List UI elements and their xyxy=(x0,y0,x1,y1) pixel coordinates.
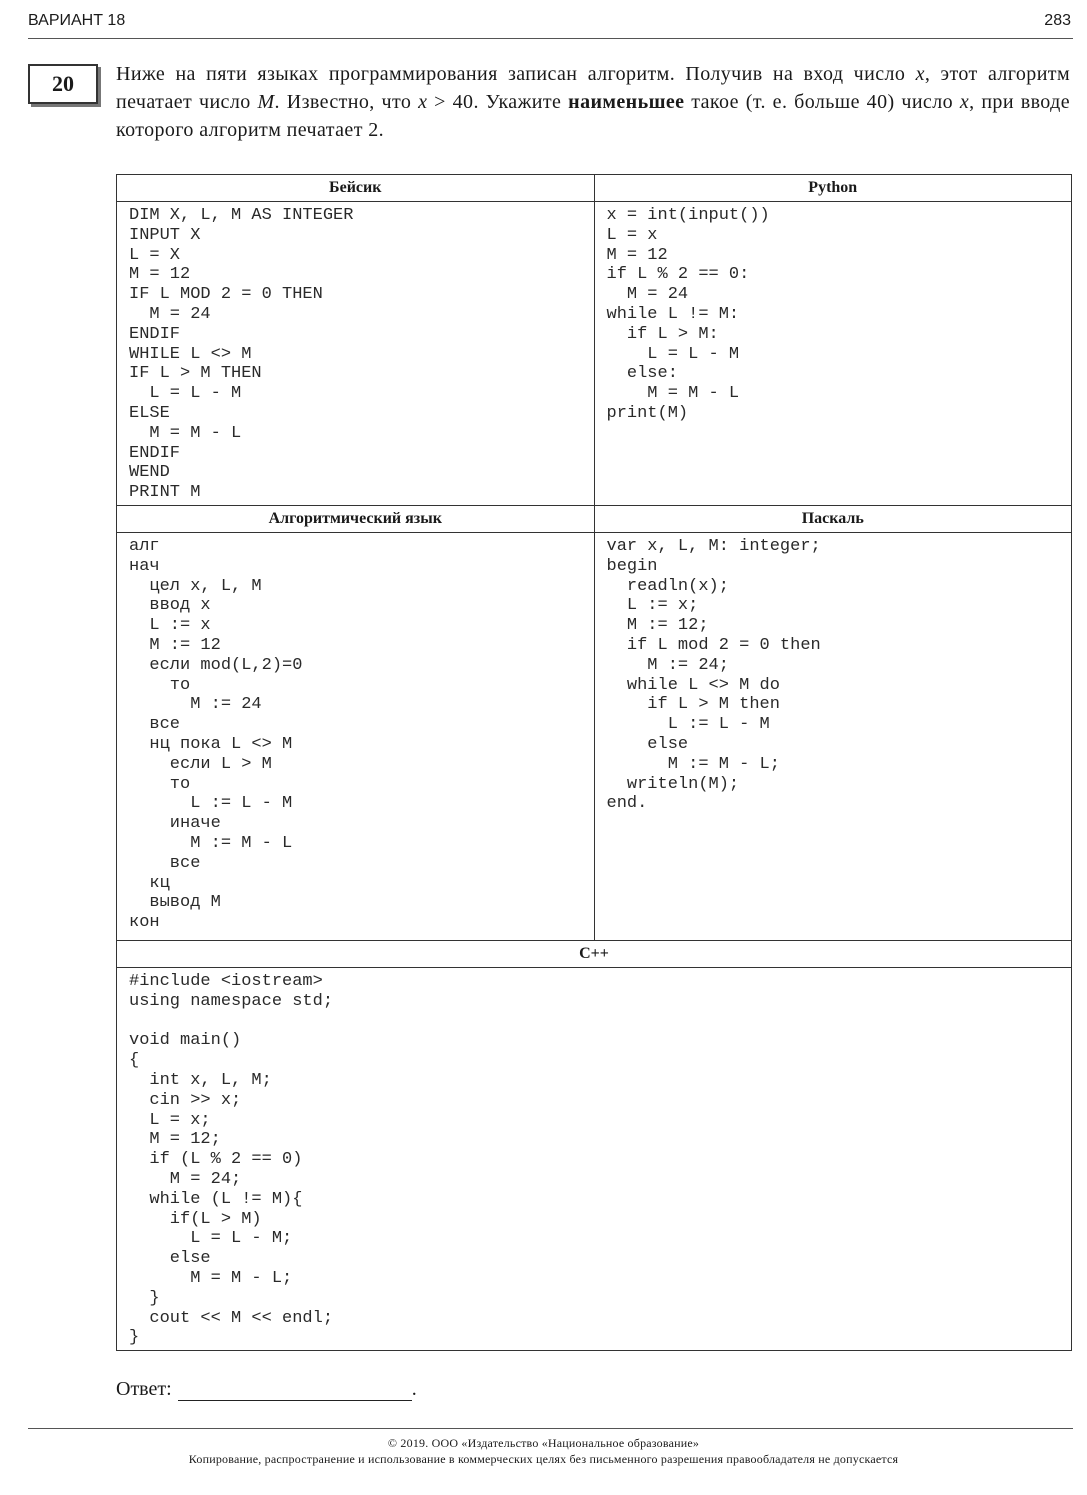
pascal-header: Паскаль xyxy=(594,506,1072,533)
task-text-5: такое (т. е. больше 40) число xyxy=(684,91,960,113)
algo-code: алг нач цел x, L, M ввод x L := x M := 12 если mod(L,2)=0 то M := 24 все нц пока L <> M если L > M то L := L - M иначе M := M - L все кц вывод M кон xyxy=(129,537,303,933)
algo-header: Алгоритмический язык xyxy=(117,506,595,533)
var-m: M xyxy=(257,91,275,113)
var-x: x xyxy=(418,91,428,113)
var-x: x xyxy=(959,91,970,113)
footer-copyright: © 2019. ООО «Издательство «Национальное образование» xyxy=(387,1436,700,1450)
pascal-code: var x, L, M: integer; begin readln(x); L := x; M := 12; if L mod 2 = 0 then M := 24; while L <> M do if L > M then L := L - M else M := M - L; writeln(M); end. xyxy=(606,537,821,814)
task-statement xyxy=(116,60,1070,144)
python-cell xyxy=(594,202,1072,506)
algo-cell xyxy=(117,533,595,941)
task-bold-word: наименьшее xyxy=(568,91,685,113)
cpp-cell xyxy=(117,968,1072,1351)
cpp-code: #include <iostream> using namespace std; void main() { int x, L, M; cin >> x; L = x; M = 12; if (L % 2 == 0) M = 24; while (L != M){ if(L > M) L = L - M; else M = M - L; } cout << M << endl; } xyxy=(129,972,334,1348)
cpp-header: C++ xyxy=(117,941,1072,968)
task-text-2: , этот алгоритм печатает число xyxy=(116,63,1070,113)
task-number: 20 xyxy=(52,71,74,96)
header-divider xyxy=(28,38,1073,39)
pascal-cell xyxy=(594,533,1072,941)
python-header: Python xyxy=(594,175,1072,202)
footer-divider xyxy=(28,1428,1073,1429)
task-number-box xyxy=(28,64,98,104)
answer-field[interactable] xyxy=(178,1380,412,1401)
task-text-4: > 40. Укажите xyxy=(427,91,569,113)
page-number: 283 xyxy=(1044,12,1071,29)
task-text-3: . Известно, что xyxy=(274,91,419,113)
task-text-1: Ниже на пяти языках программирования записан алгоритм. Получив на вход число xyxy=(116,63,916,85)
basic-header: Бейсик xyxy=(117,175,595,202)
page-header xyxy=(28,12,1071,36)
answer-label: Ответ: xyxy=(116,1378,172,1400)
basic-code: DIM X, L, M AS INTEGER INPUT X L = X M = 12 IF L MOD 2 = 0 THEN M = 24 ENDIF WHILE L <> M IF L > M THEN L = L - M ELSE M = M - L ENDIF WEND PRINT M xyxy=(129,206,354,503)
basic-cell xyxy=(117,202,595,506)
task-text-6: , при вводе которого алгоритм печатает 2. xyxy=(116,91,1070,141)
python-code: x = int(input()) L = x M = 12 if L % 2 == 0: M = 24 while L != M: if L > M: L = L - M else: M = M - L print(M) xyxy=(606,206,770,423)
footer-notice: Копирование, распространение и использование в коммерческих целях без письменного разрешения правообладателя не допускается xyxy=(188,1452,899,1466)
variant-label: ВАРИАНТ 18 xyxy=(28,12,126,29)
answer-row xyxy=(116,1378,417,1401)
var-x: x xyxy=(915,63,925,85)
answer-period: . xyxy=(411,1378,417,1400)
code-table xyxy=(116,174,1072,1351)
